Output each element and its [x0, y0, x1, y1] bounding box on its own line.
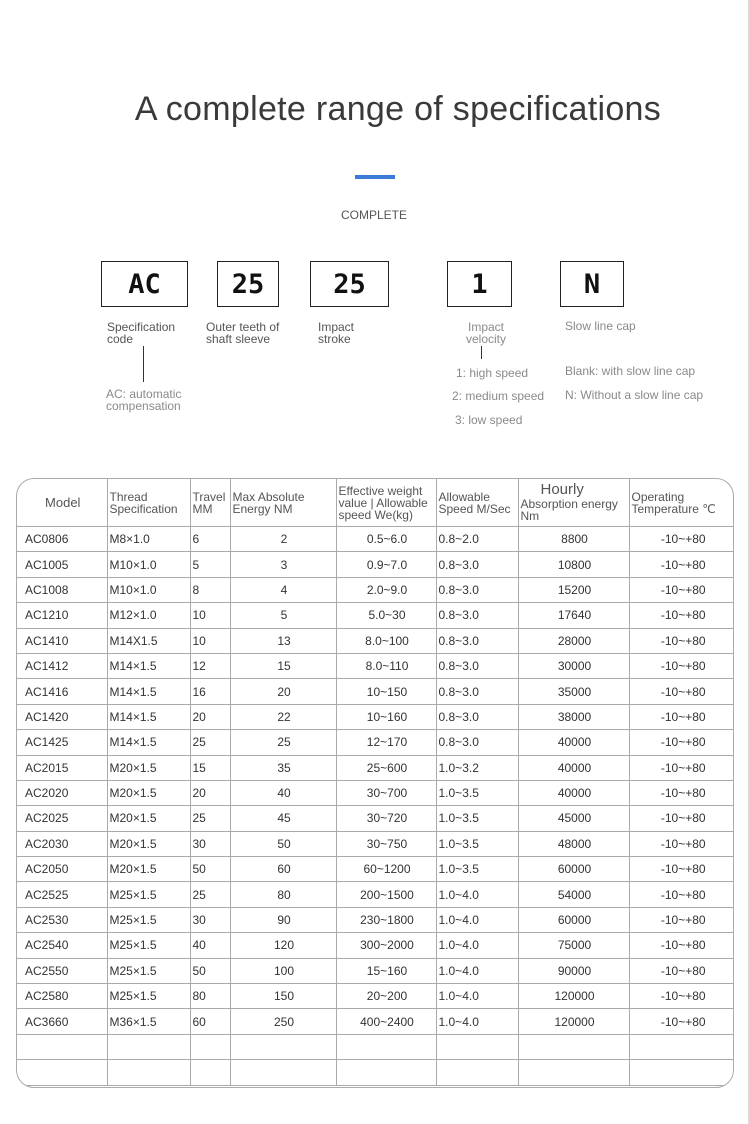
cell-hourly: 48000	[518, 831, 629, 856]
cell-empty	[17, 1060, 107, 1085]
cell-energy: 25	[230, 730, 336, 755]
cell-speed: 0.8~3.0	[436, 552, 518, 577]
table-row-empty	[17, 1034, 734, 1059]
cell-weight: 5.0~30	[336, 603, 436, 628]
cell-model: AC2550	[17, 958, 107, 983]
cell-temp: -10~+80	[629, 882, 734, 907]
cell-thread: M20×1.5	[107, 831, 190, 856]
cell-thread: M36×1.5	[107, 1009, 190, 1034]
header-speed: Allowable Speed M/Sec	[436, 479, 518, 527]
cell-thread: M12×1.0	[107, 603, 190, 628]
cell-weight: 12~170	[336, 730, 436, 755]
spec-table-container	[16, 478, 734, 1088]
cell-energy: 150	[230, 984, 336, 1009]
cell-model: AC1410	[17, 628, 107, 653]
cell-weight: 30~700	[336, 780, 436, 805]
cell-hourly: 40000	[518, 730, 629, 755]
cell-hourly: 8800	[518, 527, 629, 552]
cell-energy: 50	[230, 831, 336, 856]
cell-temp: -10~+80	[629, 730, 734, 755]
code-box-spec: AC	[101, 261, 188, 307]
code-box-cap: N	[560, 261, 624, 307]
cell-temp: -10~+80	[629, 603, 734, 628]
table-row	[17, 755, 734, 780]
cell-empty	[107, 1060, 190, 1085]
cell-model: AC0806	[17, 527, 107, 552]
cell-speed: 0.8~3.0	[436, 730, 518, 755]
cell-model: AC3660	[17, 1009, 107, 1034]
cell-weight: 60~1200	[336, 857, 436, 882]
cell-travel: 30	[190, 831, 230, 856]
spec-table-body	[17, 527, 734, 1086]
cell-temp: -10~+80	[629, 527, 734, 552]
cell-speed: 0.8~2.0	[436, 527, 518, 552]
cell-temp: -10~+80	[629, 679, 734, 704]
cell-speed: 0.8~3.0	[436, 704, 518, 729]
cell-travel: 30	[190, 907, 230, 932]
cell-weight: 30~750	[336, 831, 436, 856]
cell-travel: 6	[190, 527, 230, 552]
cell-hourly: 40000	[518, 755, 629, 780]
cell-energy: 45	[230, 806, 336, 831]
cell-speed: 1.0~4.0	[436, 958, 518, 983]
cell-empty	[107, 1034, 190, 1059]
table-row	[17, 628, 734, 653]
cell-energy: 250	[230, 1009, 336, 1034]
cell-model: AC1412	[17, 653, 107, 678]
code-box-velocity: 1	[447, 261, 512, 307]
cell-temp: -10~+80	[629, 577, 734, 602]
cell-thread: M8×1.0	[107, 527, 190, 552]
label-spec-code: Specification code	[107, 320, 176, 346]
cell-model: AC1416	[17, 679, 107, 704]
table-row	[17, 958, 734, 983]
cell-temp: -10~+80	[629, 806, 734, 831]
cell-thread: M14×1.5	[107, 704, 190, 729]
cell-empty	[629, 1060, 734, 1085]
cell-empty	[436, 1034, 518, 1059]
cell-travel: 50	[190, 958, 230, 983]
cell-energy: 100	[230, 958, 336, 983]
cell-model: AC2530	[17, 907, 107, 932]
cell-empty	[518, 1060, 629, 1085]
cell-thread: M20×1.5	[107, 780, 190, 805]
cell-model: AC1210	[17, 603, 107, 628]
cell-temp: -10~+80	[629, 780, 734, 805]
cell-speed: 1.0~3.5	[436, 780, 518, 805]
cell-speed: 1.0~3.5	[436, 831, 518, 856]
header-thread: Thread Specification	[107, 479, 190, 527]
cell-travel: 25	[190, 806, 230, 831]
cell-temp: -10~+80	[629, 984, 734, 1009]
cell-weight: 230~1800	[336, 907, 436, 932]
cell-thread: M25×1.5	[107, 933, 190, 958]
spec-table	[17, 479, 734, 1086]
connector-line-spec	[143, 346, 144, 382]
note-speed-medium: 2: medium speed	[452, 389, 545, 403]
cell-energy: 80	[230, 882, 336, 907]
table-row	[17, 907, 734, 932]
label-slow-line-cap: Slow line cap	[565, 319, 636, 333]
cell-energy: 5	[230, 603, 336, 628]
table-row	[17, 704, 734, 729]
cell-travel: 5	[190, 552, 230, 577]
cell-model: AC2525	[17, 882, 107, 907]
cell-thread: M14×1.5	[107, 653, 190, 678]
cell-empty	[518, 1034, 629, 1059]
cell-travel: 50	[190, 857, 230, 882]
cell-weight: 25~600	[336, 755, 436, 780]
cell-hourly: 75000	[518, 933, 629, 958]
label-outer-teeth: Outer teeth of shaft sleeve	[206, 320, 280, 346]
cell-empty	[629, 1034, 734, 1059]
cell-speed: 1.0~4.0	[436, 933, 518, 958]
cell-weight: 10~150	[336, 679, 436, 704]
cell-weight: 0.5~6.0	[336, 527, 436, 552]
cell-model: AC2540	[17, 933, 107, 958]
note-cap-blank: Blank: with slow line cap	[565, 364, 696, 378]
section-subtitle: COMPLETE	[340, 208, 407, 222]
cell-hourly: 45000	[518, 806, 629, 831]
title-accent-bar	[355, 175, 395, 179]
cell-energy: 3	[230, 552, 336, 577]
cell-temp: -10~+80	[629, 831, 734, 856]
cell-hourly: 15200	[518, 577, 629, 602]
header-model: Model	[17, 479, 107, 527]
cell-model: AC2015	[17, 755, 107, 780]
cell-hourly: 38000	[518, 704, 629, 729]
note-ac: AC: automatic compensation	[106, 387, 182, 413]
table-row	[17, 882, 734, 907]
cell-model: AC2050	[17, 857, 107, 882]
cell-energy: 60	[230, 857, 336, 882]
cell-temp: -10~+80	[629, 1009, 734, 1034]
cell-model: AC1005	[17, 552, 107, 577]
label-impact-stroke: Impact stroke	[318, 320, 355, 346]
cell-thread: M14X1.5	[107, 628, 190, 653]
cell-speed: 0.8~3.0	[436, 577, 518, 602]
table-row	[17, 679, 734, 704]
cell-thread: M14×1.5	[107, 679, 190, 704]
cell-hourly: 90000	[518, 958, 629, 983]
cell-thread: M20×1.5	[107, 857, 190, 882]
cell-energy: 90	[230, 907, 336, 932]
cell-travel: 20	[190, 704, 230, 729]
code-box-outer-teeth: 25	[217, 261, 279, 307]
cell-travel: 12	[190, 653, 230, 678]
note-speed-high: 1: high speed	[456, 366, 529, 380]
cell-thread: M20×1.5	[107, 755, 190, 780]
cell-empty	[436, 1060, 518, 1085]
cell-temp: -10~+80	[629, 907, 734, 932]
table-row	[17, 933, 734, 958]
cell-travel: 16	[190, 679, 230, 704]
table-row	[17, 730, 734, 755]
header-energy: Max Absolute Energy NM	[230, 479, 336, 527]
cell-thread: M25×1.5	[107, 907, 190, 932]
note-speed-low: 3: low speed	[455, 413, 523, 427]
cell-travel: 40	[190, 933, 230, 958]
cell-empty	[17, 1034, 107, 1059]
cell-model: AC1420	[17, 704, 107, 729]
cell-weight: 400~2400	[336, 1009, 436, 1034]
cell-temp: -10~+80	[629, 704, 734, 729]
cell-temp: -10~+80	[629, 628, 734, 653]
code-box-stroke: 25	[310, 261, 389, 307]
cell-thread: M25×1.5	[107, 958, 190, 983]
cell-empty	[230, 1034, 336, 1059]
cell-weight: 8.0~110	[336, 653, 436, 678]
cell-weight: 30~720	[336, 806, 436, 831]
table-row	[17, 1009, 734, 1034]
cell-travel: 10	[190, 628, 230, 653]
cell-speed: 1.0~4.0	[436, 882, 518, 907]
cell-temp: -10~+80	[629, 653, 734, 678]
cell-empty	[336, 1034, 436, 1059]
cell-temp: -10~+80	[629, 958, 734, 983]
cell-energy: 2	[230, 527, 336, 552]
cell-energy: 35	[230, 755, 336, 780]
cell-speed: 0.8~3.0	[436, 679, 518, 704]
cell-empty	[230, 1060, 336, 1085]
cell-speed: 1.0~3.5	[436, 857, 518, 882]
cell-thread: M10×1.0	[107, 577, 190, 602]
cell-model: AC2580	[17, 984, 107, 1009]
cell-travel: 15	[190, 755, 230, 780]
cell-model: AC2025	[17, 806, 107, 831]
table-header-row	[17, 479, 734, 527]
cell-hourly: 17640	[518, 603, 629, 628]
cell-energy: 22	[230, 704, 336, 729]
table-row	[17, 603, 734, 628]
cell-travel: 60	[190, 1009, 230, 1034]
cell-travel: 8	[190, 577, 230, 602]
cell-speed: 1.0~3.5	[436, 806, 518, 831]
cell-travel: 20	[190, 780, 230, 805]
cell-hourly: 28000	[518, 628, 629, 653]
table-row	[17, 653, 734, 678]
cell-hourly: 40000	[518, 780, 629, 805]
header-travel: Travel MM	[190, 479, 230, 527]
cell-travel: 25	[190, 882, 230, 907]
cell-speed: 0.8~3.0	[436, 603, 518, 628]
cell-speed: 1.0~4.0	[436, 1009, 518, 1034]
cell-travel: 80	[190, 984, 230, 1009]
cell-hourly: 54000	[518, 882, 629, 907]
cell-travel: 10	[190, 603, 230, 628]
cell-weight: 10~160	[336, 704, 436, 729]
cell-energy: 120	[230, 933, 336, 958]
cell-hourly: 120000	[518, 984, 629, 1009]
table-row	[17, 552, 734, 577]
cell-thread: M20×1.5	[107, 806, 190, 831]
cell-temp: -10~+80	[629, 755, 734, 780]
cell-thread: M10×1.0	[107, 552, 190, 577]
connector-line-velocity	[481, 346, 482, 359]
cell-hourly: 10800	[518, 552, 629, 577]
cell-temp: -10~+80	[629, 933, 734, 958]
cell-speed: 1.0~4.0	[436, 984, 518, 1009]
header-temp: Operating Temperature ℃	[629, 479, 734, 527]
cell-model: AC1425	[17, 730, 107, 755]
cell-weight: 20~200	[336, 984, 436, 1009]
cell-thread: M14×1.5	[107, 730, 190, 755]
table-row	[17, 780, 734, 805]
cell-hourly: 60000	[518, 857, 629, 882]
page-title: A complete range of specifications	[134, 90, 662, 128]
cell-model: AC1008	[17, 577, 107, 602]
table-row	[17, 577, 734, 602]
table-row	[17, 527, 734, 552]
cell-speed: 1.0~4.0	[436, 907, 518, 932]
cell-hourly: 60000	[518, 907, 629, 932]
cell-hourly: 30000	[518, 653, 629, 678]
cell-weight: 8.0~100	[336, 628, 436, 653]
header-hourly-title: Hourly	[540, 480, 584, 498]
cell-empty	[336, 1060, 436, 1085]
table-row	[17, 857, 734, 882]
table-row	[17, 806, 734, 831]
header-weight: Effective weight value | Allowable speed We(kg)	[336, 479, 436, 527]
header-hourly-sub: Absorption energy Nm	[520, 496, 618, 523]
table-row-empty	[17, 1060, 734, 1085]
cell-weight: 2.0~9.0	[336, 577, 436, 602]
cell-travel: 25	[190, 730, 230, 755]
cell-hourly: 35000	[518, 679, 629, 704]
cell-weight: 300~2000	[336, 933, 436, 958]
cell-empty	[190, 1060, 230, 1085]
cell-weight: 0.9~7.0	[336, 552, 436, 577]
header-hourly	[518, 479, 629, 527]
cell-energy: 4	[230, 577, 336, 602]
cell-weight: 200~1500	[336, 882, 436, 907]
cell-hourly: 120000	[518, 1009, 629, 1034]
table-row	[17, 831, 734, 856]
table-row	[17, 984, 734, 1009]
note-cap-n: N: Without a slow line cap	[565, 388, 704, 402]
cell-speed: 1.0~3.2	[436, 755, 518, 780]
cell-energy: 15	[230, 653, 336, 678]
cell-empty	[190, 1034, 230, 1059]
cell-model: AC2020	[17, 780, 107, 805]
cell-weight: 15~160	[336, 958, 436, 983]
cell-temp: -10~+80	[629, 552, 734, 577]
cell-model: AC2030	[17, 831, 107, 856]
cell-speed: 0.8~3.0	[436, 628, 518, 653]
cell-thread: M25×1.5	[107, 882, 190, 907]
label-impact-velocity: Impact velocity	[465, 320, 506, 346]
cell-energy: 13	[230, 628, 336, 653]
cell-temp: -10~+80	[629, 857, 734, 882]
cell-thread: M25×1.5	[107, 984, 190, 1009]
cell-energy: 40	[230, 780, 336, 805]
cell-energy: 20	[230, 679, 336, 704]
cell-speed: 0.8~3.0	[436, 653, 518, 678]
